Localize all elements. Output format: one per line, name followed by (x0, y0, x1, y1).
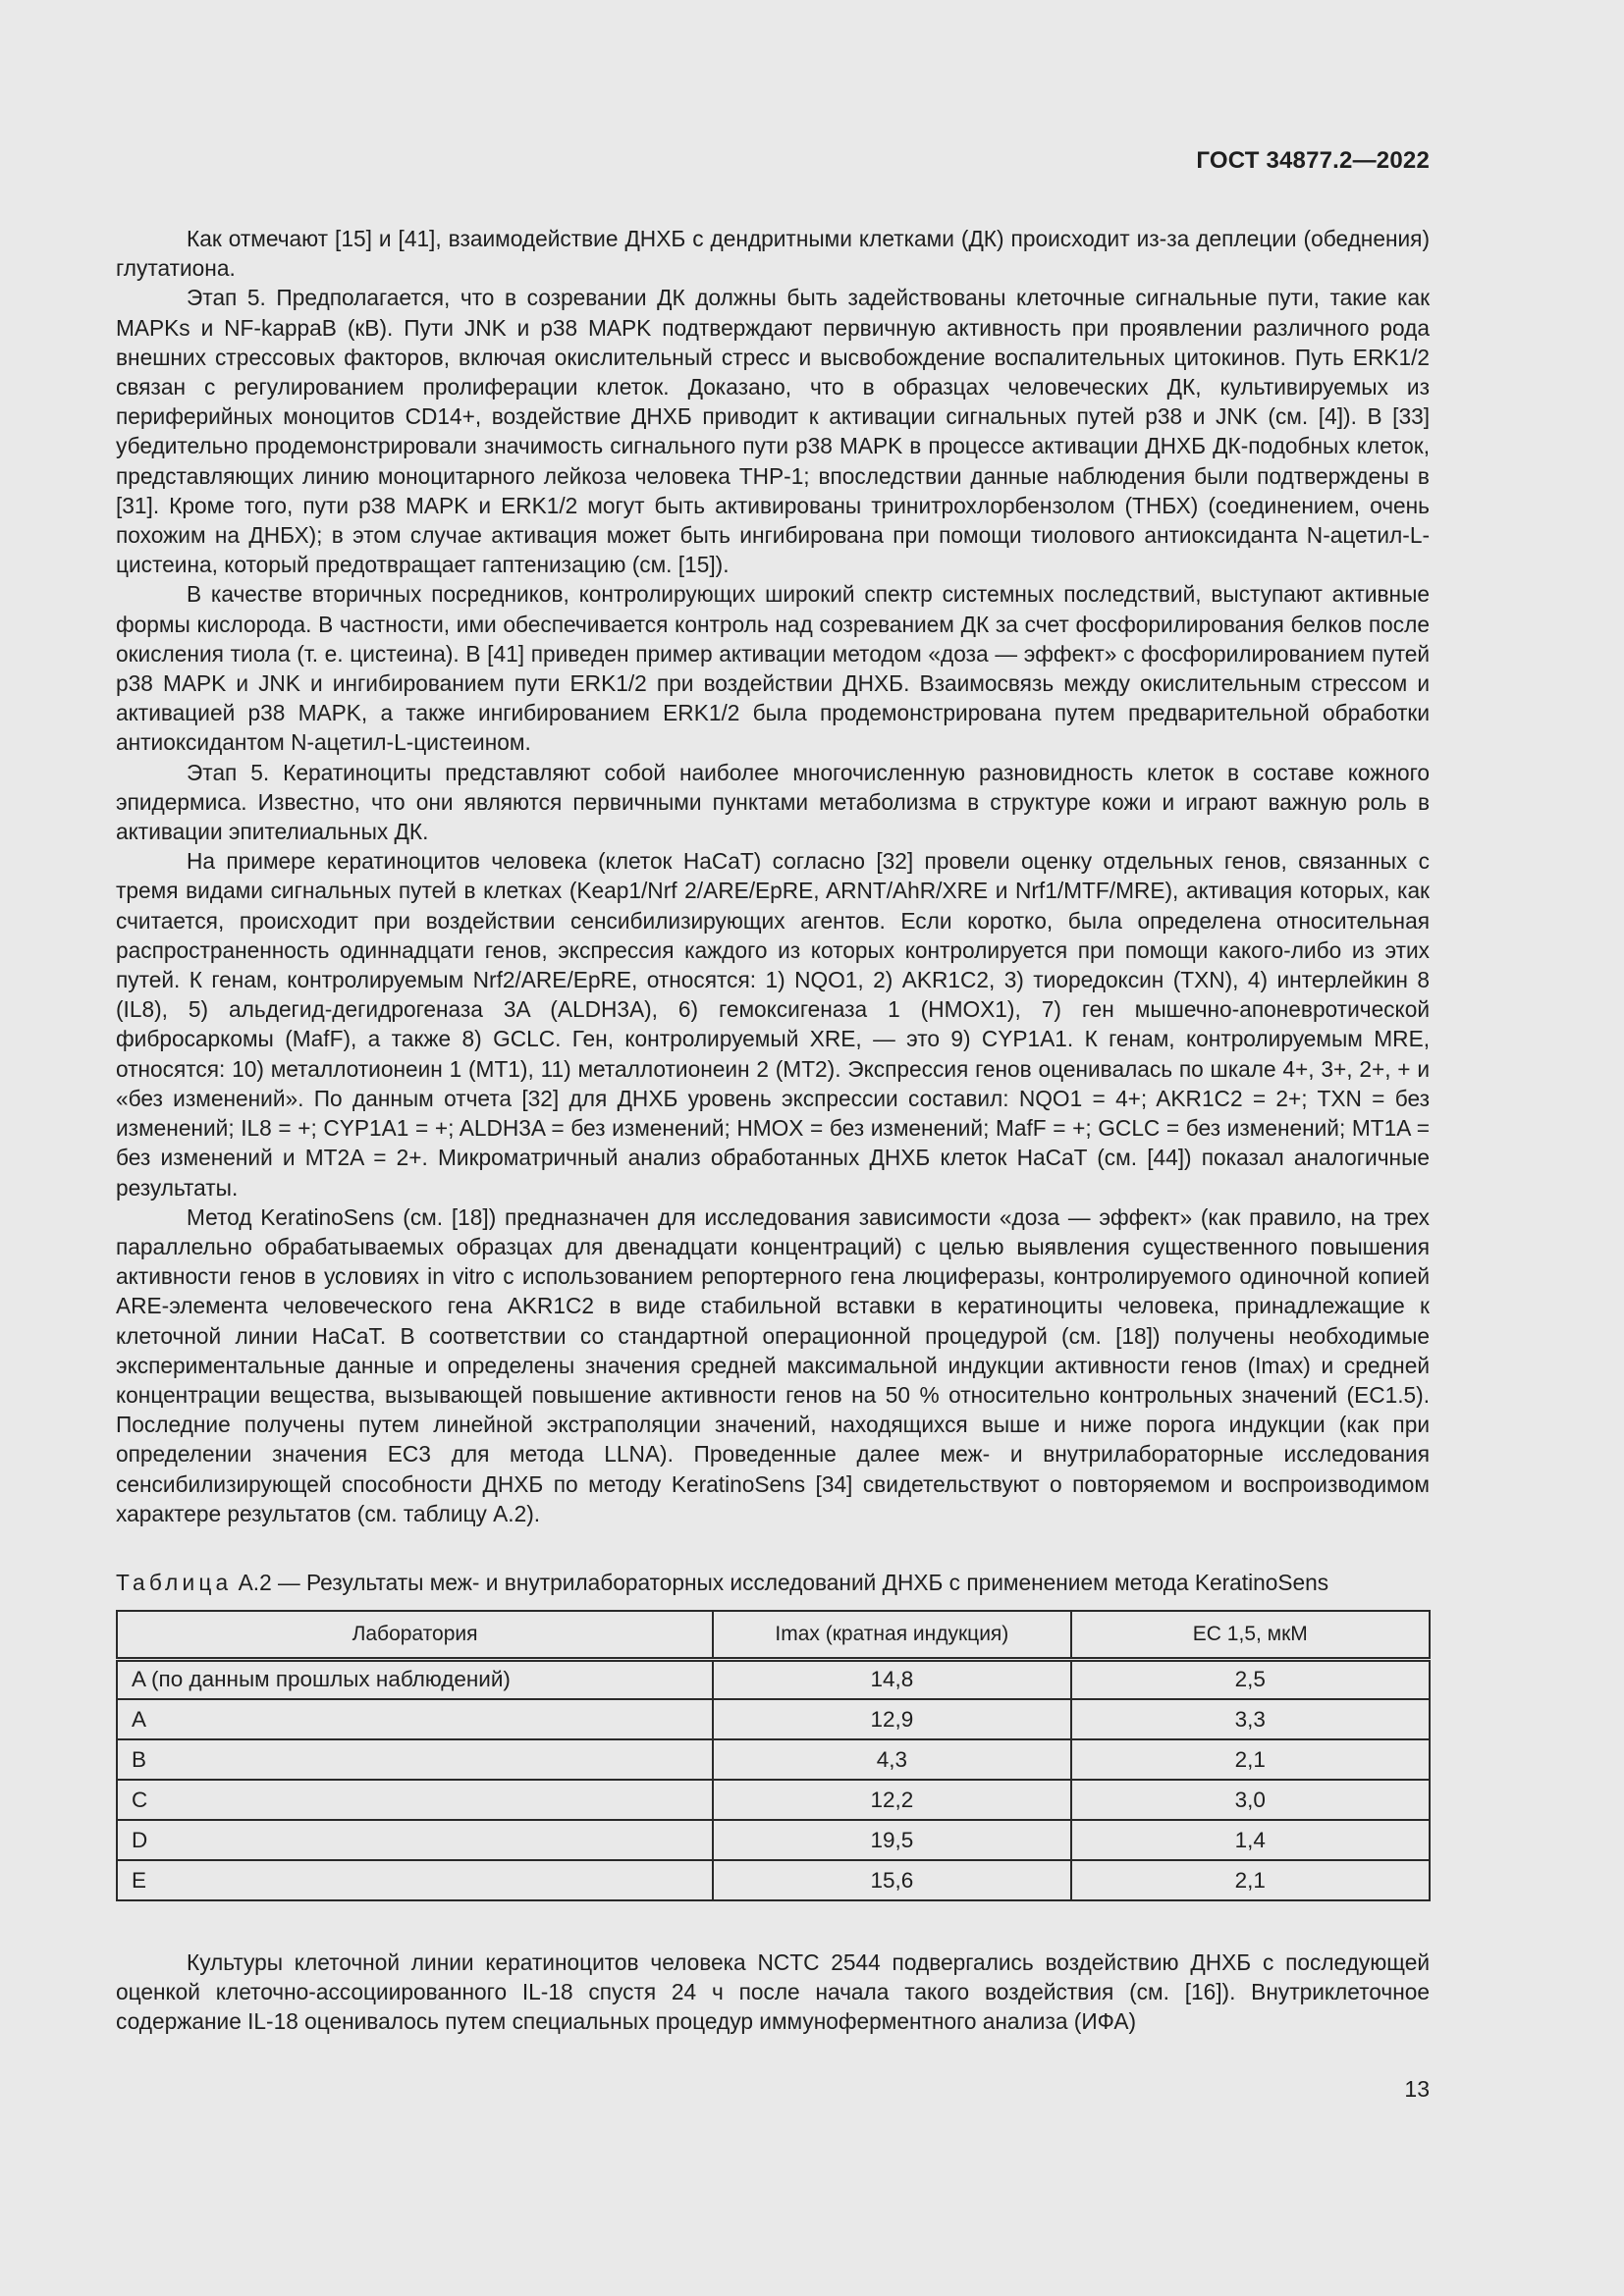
cell-imax: 12,2 (713, 1780, 1071, 1820)
cell-ec15: 2,5 (1071, 1659, 1430, 1699)
paragraph-1: Как отмечают [15] и [41], взаимодействие ДНХБ с дендритными клетками (ДК) происходит из-за деплеции (обеднения) глутатиона. (116, 226, 1430, 282)
cell-imax: 12,9 (713, 1699, 1071, 1739)
cell-laboratory: A (по данным прошлых наблюдений) (117, 1659, 713, 1699)
cell-imax: 15,6 (713, 1860, 1071, 1900)
table-row (117, 1860, 1430, 1900)
paragraph-6 (116, 1202, 1430, 1528)
header-imax: Imax (кратная индукция) (713, 1611, 1071, 1659)
paragraph-5: На примере кератиноцитов человека (клеток HaCaT) согласно [32] провели оценку отдельных генов, связанных с тремя видами сигнальных путей в клетках (Keap1/Nrf 2/ARE/EpRE, ARNT/AhR/XRE и Nrf1/MTF/MRE), активация которых, как считается, происходит при воздействии сенсибилизирующих агентов. Если коротко, была определена относительная распространенность одиннадцати генов, экспрессия каждого из которых контролируется при помощи какого-либо из этих путей. К генам, контролируемым Nrf2/ARE/EpRE, относятся: 1) NQO1, 2) AKR1C2, 3) тиоредоксин (TXN), 4) интерлейкин 8 (IL8), 5) альдегид-дегидрогеназа 3A (ALDH3A), 6) гемоксигеназа 1 (HMOX1), 7) ген мышечно-апоневротической фибросаркомы (MafF), а также 8) GCLC. Ген, контролируемый XRE, — это 9) CYP1A1. К генам, контролируемым MRE, относятся: 10) металлотионеин 1 (MT1), 11) металлотионеин 2 (MT2). Экспрессия генов оценивалась по шкале 4+, 3+, 2+, + и «без изменений». По данным отчета [32] для ДНХБ уровень экспрессии составил: NQO1 = 4+; AKR1C2 = 2+; TXN = без изменений; IL8 = +; CYP1A1 = +; ALDH3A = без изменений; HMOX = без изменений; MafF = +; GCLC = без изменений; MT1A = без изменений и MT2A = 2+. Микроматричный анализ обработанных ДНХБ клеток HaCaT (см. [44]) показал аналогичные результаты. (116, 848, 1430, 1201)
body-text (116, 224, 1430, 1528)
table-caption-text: А.2 — Результаты меж- и внутрилабораторных исследований ДНХБ с применением метода KeratinoSens (232, 1570, 1329, 1595)
paragraph-6-italic: in vitro (427, 1263, 495, 1290)
cell-laboratory: B (117, 1739, 713, 1780)
cell-imax: 19,5 (713, 1820, 1071, 1860)
table-row (117, 1780, 1430, 1820)
cell-laboratory: E (117, 1860, 713, 1900)
cell-ec15: 1,4 (1071, 1820, 1430, 1860)
header-ec15: EC 1,5, мкМ (1071, 1611, 1430, 1659)
cell-ec15: 2,1 (1071, 1860, 1430, 1900)
page-number: 13 (1404, 2076, 1430, 2102)
cell-ec15: 3,0 (1071, 1780, 1430, 1820)
table-header-row (117, 1611, 1430, 1659)
table-row (117, 1739, 1430, 1780)
table-row (117, 1659, 1430, 1699)
cell-ec15: 3,3 (1071, 1699, 1430, 1739)
cell-laboratory: A (117, 1699, 713, 1739)
cell-imax: 14,8 (713, 1659, 1071, 1699)
paragraph-3: В качестве вторичных посредников, контролирующих широкий спектр системных последствий, выступают активные формы кислорода. В частности, ими обеспечивается контроль над созреванием ДК за счет фосфорилирования белков после окисления тиола (т. е. цистеина). В [41] приведен пример активации методом «доза — эффект» с фосфорилированием путей p38 MAPK и JNK и ингибированием пути ERK1/2 при воздействии ДНХБ. Взаимосвязь между окислительным стрессом и активацией p38 MAPK, а также ингибированием ERK1/2 была продемонстрирована путем предварительной обработки антиоксидантом N-ацетил-L-цистеином. (116, 581, 1430, 756)
cell-laboratory: D (117, 1820, 713, 1860)
paragraph-6-start: Метод KeratinoSens (см. [18]) предназначен для исследования зависимости «доза — эффект» (как правило, на трех параллельно обрабатываемых образцах для двенадцати концентраций) с целью выявления существенного повышения активности генов в условиях (116, 1203, 1430, 1290)
after-table-text (116, 1948, 1430, 2037)
paragraph-4: Этап 5. Кератиноциты представляют собой наиболее многочисленную разновидность клеток в составе кожного эпидермиса. Известно, что они являются первичными пунктами метаболизма в структуре кожи и играют важную роль в активации эпителиальных ДК. (116, 759, 1430, 845)
standard-header: ГОСТ 34877.2—2022 (1196, 147, 1430, 174)
cell-laboratory: C (117, 1780, 713, 1820)
table-row (117, 1699, 1430, 1739)
table-caption-label: Таблица (116, 1570, 233, 1595)
cell-imax: 4,3 (713, 1739, 1071, 1780)
header-laboratory: Лаборатория (117, 1611, 713, 1659)
table-caption (116, 1568, 1430, 1597)
paragraph-7: Культуры клеточной линии кератиноцитов человека NCTC 2544 подвергались воздействию ДНХБ с последующей оценкой клеточно-ассоциированного IL-18 спустя 24 ч после начала такого воздействия (см. [16]). Внутриклеточное содержание IL-18 оценивалось путем специальных процедур иммуноферментного анализа (ИФА) (116, 1949, 1430, 2035)
results-table (116, 1610, 1431, 1901)
table-row (117, 1820, 1430, 1860)
paragraph-2: Этап 5. Предполагается, что в созревании ДК должны быть задействованы клеточные сигнальные пути, такие как MAPKs и NF-kappaB (кВ). Пути JNK и p38 MAPK подтверждают первичную активность при проявлении различного рода внешних стрессовых факторов, включая окислительный стресс и высвобождение воспалительных цитокинов. Путь ERK1/2 связан с регулированием пролиферации клеток. Доказано, что в образцах человеческих ДК, культивируемых из периферийных моноцитов CD14+, воздействие ДНХБ приводит к активации сигнальных путей p38 и JNK (см. [4]). В [33] убедительно продемонстрировали значимость сигнального пути p38 MAPK в процессе активации ДНХБ ДК-подобных клеток, представляющих линию моноцитарного лейкоза человека THP-1; впоследствии данные наблюдения были подтверждены в [31]. Кроме того, пути p38 MAPK и ERK1/2 могут быть активированы тринитрохлорбензолом (ТНБХ) (соединением, очень похожим на ДНБХ); в этом случае активация может быть ингибирована при помощи тиолового антиоксиданта N-ацетил-L-цистеина, который предотвращает гаптенизацию (см. [15]). (116, 285, 1430, 578)
cell-ec15: 2,1 (1071, 1739, 1430, 1780)
paragraph-6-end: с использованием репортерного гена люциферазы, контролируемого одиночной копией ARE-элемента человеческого гена AKR1C2 в виде стабильной вставки в кератиноциты человека, принадлежащие к клеточной линии HaCaT. В соответствии со стандартной операционной процедурой (см. [18]) получены необходимые экспериментальные данные и определены значения средней максимальной индукции активности генов (Imax) и средней концентрации вещества, вызывающей повышение активности генов на 50 % относительно контрольных значений (EC1.5). Последние получены путем линейной экстраполяции значений, находящихся выше и ниже порога индукции (как при определении значения EC3 для метода LLNA). Проведенные далее меж- и внутрилабораторные исследования сенсибилизирующей способности ДНХБ по методу KeratinoSens [34] свидетельствуют о повторяемом и воспроизводимом характере результатов (см. таблицу А.2). (116, 1263, 1430, 1526)
